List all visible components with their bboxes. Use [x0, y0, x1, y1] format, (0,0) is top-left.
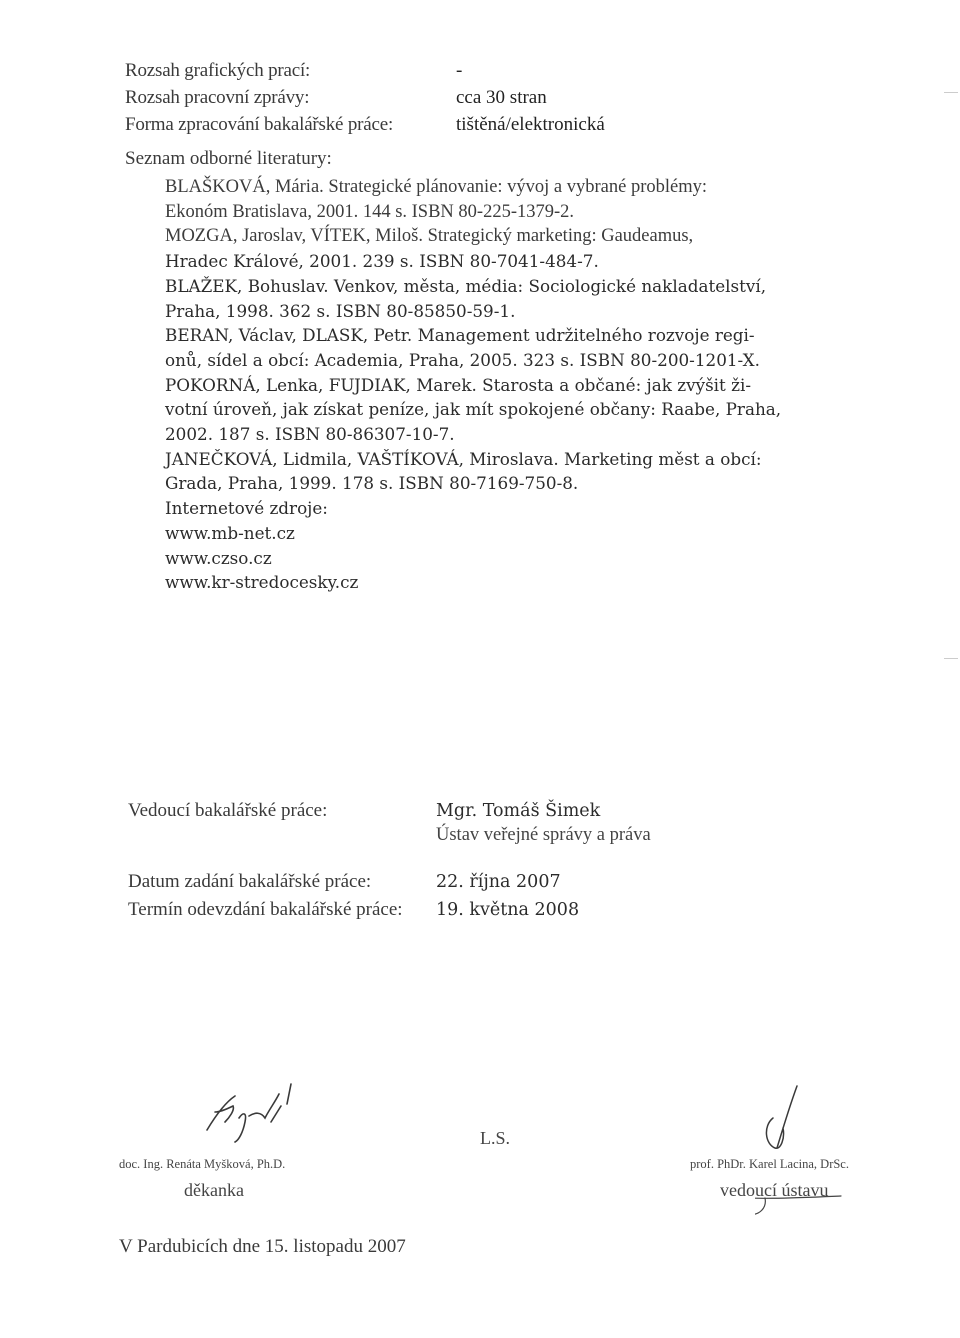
bibliography-line: Grada, Praha, 1999. 178 s. ISBN 80-7169-750-8. — [165, 473, 579, 494]
bibliography-line: JANEČKOVÁ, Lidmila, VAŠTÍKOVÁ, Miroslava. Marketing měst a obcí: — [165, 448, 762, 469]
internet-sources-heading: Internetové zdroje: — [165, 498, 328, 519]
head-name: prof. PhDr. Karel Lacina, DrSc. — [690, 1157, 849, 1171]
bibliography-line: BERAN, Václav, DLASK, Petr. Management udržitelného rozvoje regi- — [165, 325, 755, 346]
place-and-date: V Pardubicích dne 15. listopadu 2007 — [119, 1236, 406, 1257]
report-scope-value: cca 30 stran — [456, 87, 547, 108]
bibliography-line: votní úroveň, jak získat peníze, jak mít spokojené občany: Raabe, Praha, — [165, 399, 782, 420]
bibliography-line: POKORNÁ, Lenka, FUJDIAK, Marek. Starosta a občané: jak zvýšit ži- — [165, 374, 751, 395]
bibliography-line: MOZGA, Jaroslav, VÍTEK, Miloš. Strategický marketing: Gaudeamus, — [165, 226, 694, 247]
bibliography-line: Ekonóm Bratislava, 2001. 144 s. ISBN 80-225-1379-2. — [165, 201, 575, 222]
web-link: www.czso.cz — [165, 547, 272, 568]
scan-mark — [944, 92, 958, 93]
supervisor-department: Ústav veřejné správy a práva — [436, 825, 651, 845]
dean-role: děkanka — [184, 1180, 244, 1200]
report-scope-label: Rozsah pracovní zprávy: — [125, 87, 310, 108]
assignment-date-label: Datum zadání bakalářské práce: — [128, 871, 372, 892]
thesis-form-label: Forma zpracování bakalářské práce: — [125, 114, 394, 135]
bibliography-line: onů, sídel a obcí: Academia, Praha, 2005. 323 s. ISBN 80-200-1201-X. — [165, 349, 760, 370]
graphic-works-label: Rozsah grafických prací: — [125, 60, 311, 81]
literature-label: Seznam odborné literatury: — [125, 148, 332, 169]
bibliography-line: BLAŽEK, Bohuslav. Venkov, města, média: Sociologické nakladatelství, — [165, 275, 767, 296]
web-link: www.mb-net.cz — [165, 522, 295, 543]
scan-mark — [944, 658, 958, 659]
assignment-date-value: 22. října 2007 — [436, 872, 561, 892]
supervisor-label: Vedoucí bakalářské práce: — [128, 800, 328, 821]
bibliography-line: Praha, 1998. 362 s. ISBN 80-85850-59-1. — [165, 300, 516, 321]
bibliography-line: Hradec Králové, 2001. 239 s. ISBN 80-7041-484-7. — [165, 251, 599, 272]
dean-name: doc. Ing. Renáta Myšková, Ph.D. — [119, 1157, 286, 1171]
seal-mark: L.S. — [480, 1128, 511, 1148]
submission-date-value: 19. května 2008 — [436, 900, 580, 920]
submission-date-label: Termín odevzdání bakalářské práce: — [128, 899, 403, 920]
dean-signature — [195, 1082, 305, 1147]
bibliography-list — [165, 175, 855, 595]
thesis-form-value: tištěná/elektronická — [456, 114, 605, 135]
bibliography-line: 2002. 187 s. ISBN 80-86307-10-7. — [165, 424, 455, 445]
supervisor-name: Mgr. Tomáš Šimek — [436, 801, 601, 821]
bibliography-line: BLAŠKOVÁ, Mária. Strategické plánovanie: vývoj a vybrané problémy: — [165, 177, 708, 197]
head-role: vedoucí ústavu — [720, 1180, 829, 1200]
graphic-works-value: - — [456, 60, 463, 81]
web-link: www.kr-stredocesky.cz — [165, 572, 359, 593]
